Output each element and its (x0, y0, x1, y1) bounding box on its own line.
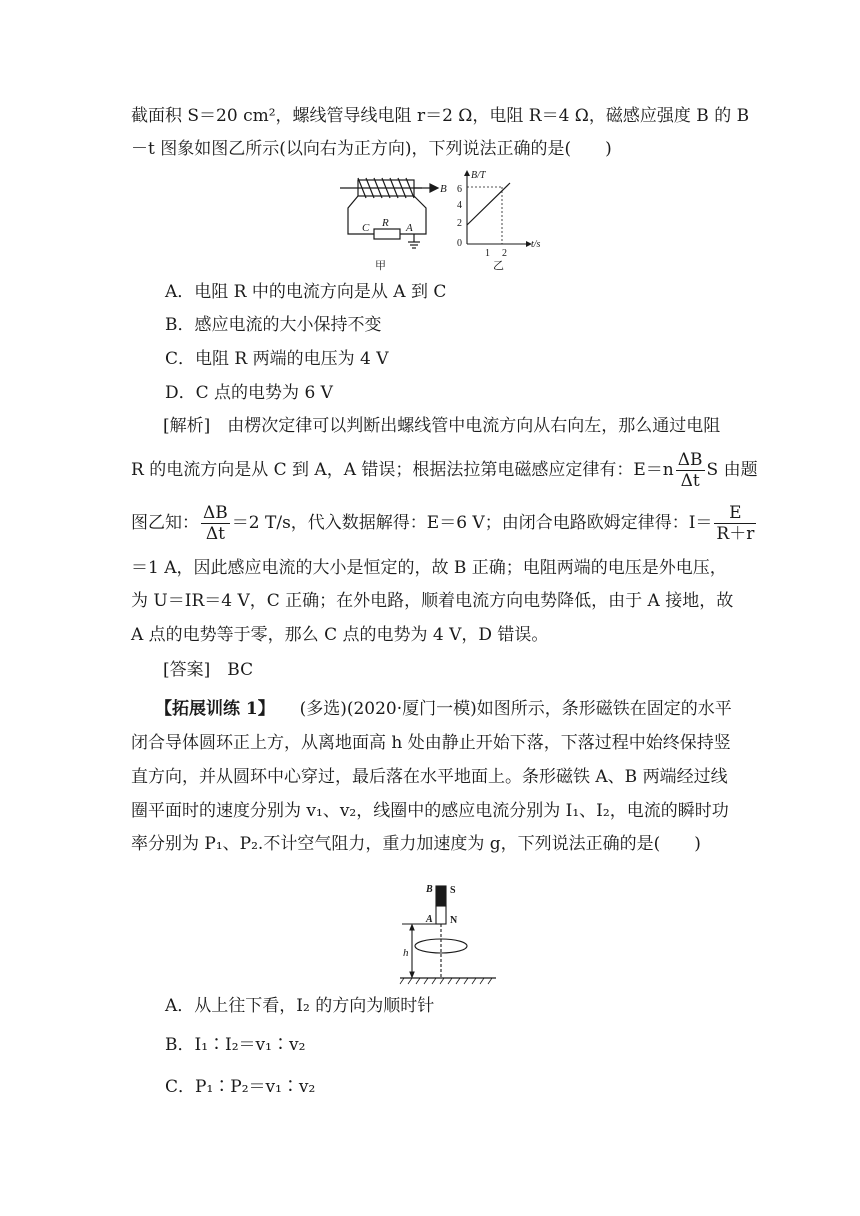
caption-yi: 乙 (493, 260, 504, 272)
magnet-end-b-label: B (426, 884, 433, 895)
analysis-line-3-pre: 图乙知： (131, 513, 199, 533)
analysis-line-1: [解析] 由楞次定律可以判断出螺线管中电流方向从右向左，那么通过电阻 (163, 416, 721, 436)
option-2-a: A．从上往下看，I₂ 的方向为顺时针 (165, 996, 435, 1016)
fraction-db-dt-1 (676, 450, 705, 491)
y-tick-6: 6 (457, 184, 462, 195)
option-1-b: B．感应电流的大小保持不变 (165, 315, 382, 335)
fraction-2-denominator: Δt (205, 524, 225, 544)
figure-2 (392, 876, 512, 988)
fraction-3-denominator: R＋r (716, 524, 755, 544)
analysis-line-5: 为 U＝IR＝4 V，C 正确；在外电路，顺着电流方向电势降低，由于 A 接地，故 (131, 591, 734, 611)
fraction-e-over-r (714, 503, 756, 544)
extension-line-1 (155, 697, 732, 721)
fraction-3-numerator: E (714, 503, 756, 524)
analysis-line-4: ＝1 A，因此感应电流的大小是恒定的，故 B 正确；电阻两端的电压是外电压， (131, 558, 727, 578)
fraction-1-denominator: Δt (680, 471, 700, 491)
fraction-1-numerator: ΔB (677, 450, 703, 470)
bt-series-line (467, 183, 510, 225)
field-arrow-label: B (440, 183, 447, 195)
option-2-c: C．P₁∶P₂＝v₁∶v₂ (165, 1077, 316, 1097)
extension-source: (多选)(2020·厦门一模) (299, 699, 477, 719)
extension-title: 【拓展训练 1】 (155, 699, 275, 719)
magnet-end-a-label: A (426, 914, 433, 925)
y-tick-2: 2 (457, 218, 462, 229)
fraction-2-numerator: ΔB (203, 503, 228, 523)
bar-magnet-top (436, 886, 446, 906)
bar-magnet-bottom (436, 906, 446, 924)
magnet-pole-n-label: N (450, 915, 458, 926)
x-tick-2: 2 (502, 248, 507, 259)
graph-y-label: B/T (471, 170, 486, 181)
extension-line-5: 率分别为 P₁、P₂.不计空气阻力，重力加速度为 g，下列说法正确的是( ) (131, 834, 701, 854)
analysis-line-2-pre: R 的电流方向是从 C 到 A，A 错误；根据法拉第电磁感应定律有：E＝n (131, 460, 674, 480)
problem-intro-line-2: －t 图象如图乙所示(以向右为正方向)，下列说法正确的是( ) (131, 139, 612, 159)
problem-intro-line-1: 截面积 S＝20 cm²，螺线管导线电阻 r＝2 Ω，电阻 R＝4 Ω，磁感应强度 B 的 B (131, 106, 750, 126)
point-c-label: C (362, 222, 370, 234)
resistor-label: R (382, 217, 389, 229)
extension-line-3: 直方向，并从圆环中心穿过，最后落在水平地面上。条形磁铁 A、B 两端经过线 (131, 767, 728, 787)
extension-line-2: 闭合导体圆环正上方，从离地面高 h 处由静止开始下落，下落过程中始终保持竖 (131, 733, 731, 753)
height-label: h (403, 947, 409, 959)
option-1-d: D．C 点的电势为 6 V (165, 383, 333, 403)
analysis-line-3 (131, 503, 758, 544)
fraction-db-dt-2 (201, 503, 230, 544)
analysis-line-6: A 点的电势等于零，那么 C 点的电势为 4 V，D 错误。 (131, 625, 549, 645)
magnet-pole-s-label: S (450, 885, 456, 896)
y-tick-4: 4 (457, 200, 462, 211)
option-1-a: A．电阻 R 中的电流方向是从 A 到 C (165, 282, 447, 302)
analysis-line-3-mid: ＝2 T/s，代入数据解得：E＝6 V；由闭合电路欧姆定律得：I＝ (231, 513, 713, 533)
answer: [答案] BC (163, 660, 254, 680)
option-1-c: C．电阻 R 两端的电压为 4 V (165, 349, 389, 369)
x-tick-1: 1 (485, 248, 490, 259)
y-tick-0: 0 (457, 238, 462, 249)
bt-graph (457, 170, 541, 259)
figure-1 (330, 168, 550, 276)
caption-jia: 甲 (375, 260, 386, 272)
analysis-line-2-post: S 由题 (706, 460, 758, 480)
point-a-label: A (406, 222, 413, 234)
graph-x-label: t/s (531, 239, 541, 250)
extension-line-1-rest: 如图所示，条形磁铁在固定的水平 (476, 699, 732, 719)
extension-line-4: 圈平面时的速度分别为 v₁、v₂，线圈中的感应电流分别为 I₁、I₂，电流的瞬时功 (131, 801, 729, 821)
analysis-line-2 (131, 450, 758, 491)
option-2-b: B．I₁∶I₂＝v₁∶v₂ (165, 1035, 306, 1055)
circuit-diagram (340, 178, 438, 248)
